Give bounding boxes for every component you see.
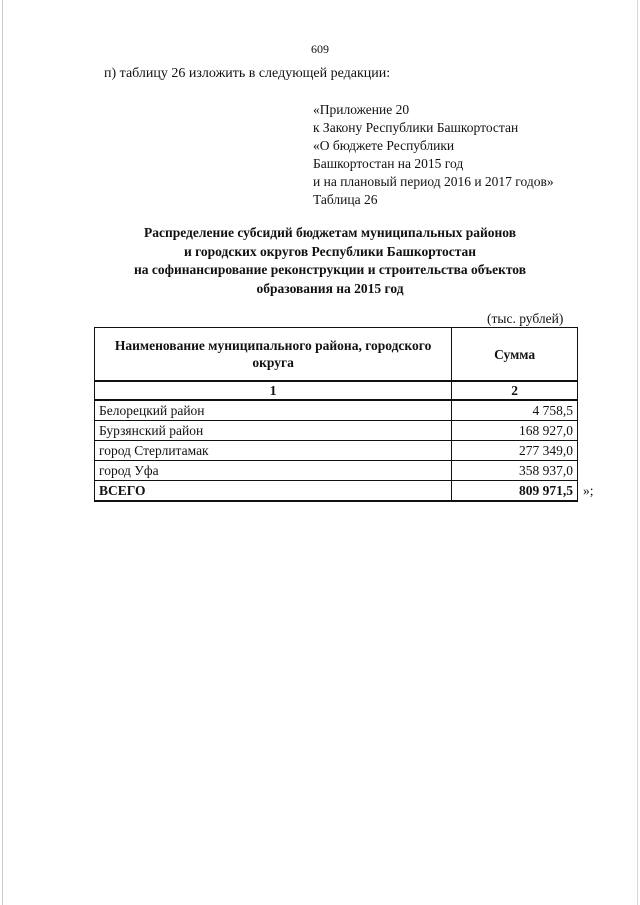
page-left-edge — [2, 0, 3, 905]
column-number-2: 2 — [452, 381, 578, 400]
row-name: город Уфа — [95, 461, 452, 481]
row-sum: 358 937,0 — [452, 461, 578, 481]
total-label: ВСЕГО — [95, 481, 452, 502]
total-sum: 809 971,5 — [452, 481, 578, 502]
total-row — [95, 481, 578, 502]
title-line: и городских округов Республики Башкортостан — [183, 243, 477, 259]
document-title — [90, 224, 570, 298]
appendix-line: Башкортостан на 2015 год — [313, 156, 464, 171]
row-name: Бурзянский район — [95, 421, 452, 441]
amendment-instruction: п) таблицу 26 изложить в следующей редакции: — [104, 66, 391, 81]
row-sum: 277 349,0 — [452, 441, 578, 461]
table-label: Таблица 26 — [313, 192, 378, 207]
appendix-line: «О бюджете Республики — [313, 138, 455, 153]
appendix-line: и на плановый период 2016 и 2017 годов» — [313, 174, 554, 189]
table-row — [95, 400, 578, 421]
title-line: Распределение субсидий бюджетам муниципальных районов — [143, 225, 517, 240]
table-row — [95, 441, 578, 461]
title-line: на софинансирование реконструкции и строительства объектов — [133, 262, 527, 277]
title-line: образования на 2015 год — [256, 280, 404, 296]
row-name: город Стерлитамак — [95, 441, 452, 461]
subsidy-table — [94, 327, 578, 502]
row-sum: 168 927,0 — [452, 421, 578, 441]
page-right-edge — [637, 0, 638, 905]
page-number: 609 — [311, 42, 329, 56]
row-sum: 4 758,5 — [452, 400, 578, 421]
table-row — [95, 461, 578, 481]
header-row — [95, 328, 578, 382]
appendix-reference — [313, 101, 554, 209]
closing-quote-mark: »; — [583, 483, 594, 498]
table-row — [95, 421, 578, 441]
appendix-line: к Закону Республики Башкортостан — [313, 120, 519, 135]
column-number-row — [95, 381, 578, 400]
units-label: (тыс. рублей) — [487, 311, 564, 326]
header-sum: Сумма — [452, 328, 578, 382]
header-name: Наименование муниципального района, городского округа — [95, 328, 452, 382]
appendix-line: «Приложение 20 — [313, 102, 410, 117]
row-name: Белорецкий район — [95, 400, 452, 421]
column-number-1: 1 — [95, 381, 452, 400]
